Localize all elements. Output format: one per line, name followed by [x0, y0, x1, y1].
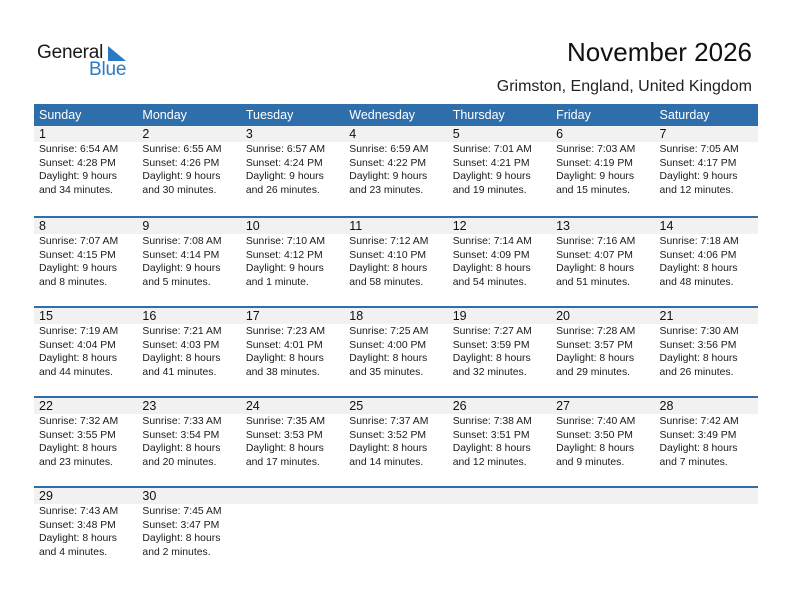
day-info — [344, 234, 447, 289]
day-cell — [137, 398, 240, 486]
day-info — [448, 414, 551, 469]
sunrise-text: Sunrise: 7:45 AM — [142, 506, 222, 517]
daylight-text: Daylight: 9 hours — [39, 171, 117, 182]
daylight-text: Daylight: 8 hours — [142, 533, 221, 544]
sunrise-text: Sunrise: 6:55 AM — [142, 144, 222, 155]
day-number: 25 — [344, 398, 447, 414]
day-number — [344, 488, 447, 504]
sunrise-text: Sunrise: 7:30 AM — [659, 326, 739, 337]
sunset-text: Sunset: 4:01 PM — [245, 339, 323, 351]
weekday-header-wednesday: Wednesday — [349, 108, 416, 122]
sunset-text: Sunset: 3:54 PM — [142, 429, 220, 441]
logo — [37, 42, 137, 82]
sunrise-text: Sunrise: 7:25 AM — [349, 326, 429, 337]
sunrise-text: Sunrise: 7:42 AM — [659, 416, 739, 427]
sunrise-text: Sunrise: 6:57 AM — [245, 144, 325, 155]
weeks-container — [34, 126, 758, 576]
daylight-text: Daylight: 9 hours — [556, 171, 635, 182]
sunrise-text: Sunrise: 7:05 AM — [659, 144, 739, 155]
daylight-text: and 4 minutes. — [39, 546, 108, 558]
day-number: 20 — [551, 308, 654, 324]
daylight-text: Daylight: 8 hours — [659, 263, 738, 274]
daylight-text: Daylight: 8 hours — [245, 443, 324, 454]
day-number: 6 — [551, 126, 654, 142]
day-info — [241, 142, 344, 197]
day-number: 28 — [655, 398, 758, 414]
day-number: 23 — [137, 398, 240, 414]
daylight-text: Daylight: 8 hours — [556, 443, 635, 454]
day-number: 30 — [137, 488, 240, 504]
sunset-text: Sunset: 3:57 PM — [556, 339, 633, 351]
sunset-text: Sunset: 3:49 PM — [659, 429, 737, 441]
day-info — [448, 142, 551, 197]
day-number — [241, 488, 344, 504]
sunset-text: Sunset: 4:07 PM — [556, 249, 633, 261]
day-cell — [241, 126, 344, 216]
sunset-text: Sunset: 4:21 PM — [452, 157, 530, 169]
sunset-text: Sunset: 4:28 PM — [39, 157, 116, 169]
day-cell — [448, 398, 551, 486]
calendar-grid — [34, 104, 758, 576]
sunrise-text: Sunrise: 7:33 AM — [142, 416, 222, 427]
sunset-text: Sunset: 3:52 PM — [349, 429, 427, 441]
empty-day-cell — [551, 488, 654, 576]
week-row — [34, 216, 758, 306]
sunrise-text: Sunrise: 7:23 AM — [245, 326, 325, 337]
sunrise-text: Sunrise: 7:10 AM — [245, 236, 325, 247]
day-number: 18 — [344, 308, 447, 324]
daylight-text: Daylight: 8 hours — [659, 353, 738, 364]
daylight-text: Daylight: 8 hours — [142, 353, 221, 364]
daylight-text: Daylight: 8 hours — [349, 443, 428, 454]
weekday-header-monday: Monday — [142, 108, 187, 122]
day-number: 13 — [551, 218, 654, 234]
sunrise-text: Sunrise: 7:38 AM — [452, 416, 532, 427]
day-info — [241, 324, 344, 379]
logo-text-blue: Blue — [89, 59, 127, 80]
daylight-text: Daylight: 8 hours — [349, 263, 428, 274]
daylight-text: and 1 minute. — [245, 276, 309, 288]
day-cell — [655, 308, 758, 396]
sunrise-text: Sunrise: 7:07 AM — [39, 236, 119, 247]
daylight-text: Daylight: 8 hours — [142, 443, 221, 454]
day-info — [137, 414, 240, 469]
sunrise-text: Sunrise: 7:01 AM — [452, 144, 532, 155]
sunset-text: Sunset: 4:24 PM — [245, 157, 323, 169]
page-title: November 2026 — [567, 37, 752, 67]
day-cell — [241, 218, 344, 306]
day-cell — [551, 218, 654, 306]
day-info — [344, 142, 447, 197]
day-info — [344, 414, 447, 469]
daylight-text: and 30 minutes. — [142, 184, 217, 196]
day-info — [34, 414, 137, 469]
day-number: 22 — [34, 398, 137, 414]
weekday-header-tuesday: Tuesday — [245, 108, 294, 122]
daylight-text: Daylight: 8 hours — [349, 353, 428, 364]
weekday-header-sunday: Sunday — [39, 108, 82, 122]
day-cell — [448, 126, 551, 216]
day-info — [137, 324, 240, 379]
sunset-text: Sunset: 4:00 PM — [349, 339, 427, 351]
daylight-text: and 2 minutes. — [142, 546, 211, 558]
day-cell — [241, 398, 344, 486]
day-cell — [34, 398, 137, 486]
sunrise-text: Sunrise: 7:19 AM — [39, 326, 119, 337]
sunrise-text: Sunrise: 7:40 AM — [556, 416, 636, 427]
day-info — [34, 504, 137, 559]
sunrise-text: Sunrise: 7:21 AM — [142, 326, 222, 337]
day-cell — [344, 218, 447, 306]
day-number: 19 — [448, 308, 551, 324]
sunset-text: Sunset: 4:09 PM — [452, 249, 530, 261]
day-info — [551, 414, 654, 469]
day-number — [448, 488, 551, 504]
day-info — [655, 142, 758, 197]
daylight-text: Daylight: 8 hours — [245, 353, 324, 364]
day-number: 27 — [551, 398, 654, 414]
day-cell — [655, 218, 758, 306]
empty-day-cell — [344, 488, 447, 576]
day-cell — [241, 308, 344, 396]
daylight-text: Daylight: 9 hours — [349, 171, 428, 182]
day-info — [551, 324, 654, 379]
sunset-text: Sunset: 3:59 PM — [452, 339, 530, 351]
day-number: 14 — [655, 218, 758, 234]
daylight-text: and 29 minutes. — [556, 366, 631, 378]
sunrise-text: Sunrise: 7:16 AM — [556, 236, 636, 247]
daylight-text: Daylight: 9 hours — [659, 171, 738, 182]
day-info — [137, 142, 240, 197]
week-row — [34, 126, 758, 216]
daylight-text: Daylight: 9 hours — [245, 263, 324, 274]
daylight-text: Daylight: 8 hours — [452, 443, 531, 454]
daylight-text: Daylight: 9 hours — [142, 263, 221, 274]
sunset-text: Sunset: 4:15 PM — [39, 249, 116, 261]
sunrise-text: Sunrise: 7:08 AM — [142, 236, 222, 247]
day-cell — [344, 126, 447, 216]
empty-day-cell — [448, 488, 551, 576]
day-info — [448, 324, 551, 379]
day-info — [241, 234, 344, 289]
daylight-text: and 12 minutes. — [452, 456, 527, 468]
daylight-text: and 48 minutes. — [659, 276, 734, 288]
day-number: 4 — [344, 126, 447, 142]
sunrise-text: Sunrise: 7:12 AM — [349, 236, 429, 247]
day-number: 15 — [34, 308, 137, 324]
day-info — [137, 504, 240, 559]
sunrise-text: Sunrise: 7:27 AM — [452, 326, 532, 337]
daylight-text: and 17 minutes. — [245, 456, 320, 468]
daylight-text: and 7 minutes. — [659, 456, 728, 468]
weekday-header-row — [34, 104, 758, 126]
sunrise-text: Sunrise: 6:59 AM — [349, 144, 429, 155]
day-cell — [34, 308, 137, 396]
daylight-text: and 35 minutes. — [349, 366, 424, 378]
daylight-text: Daylight: 8 hours — [452, 353, 531, 364]
day-cell — [448, 218, 551, 306]
day-number — [655, 488, 758, 504]
day-number: 11 — [344, 218, 447, 234]
empty-day-cell — [241, 488, 344, 576]
day-number: 7 — [655, 126, 758, 142]
day-cell — [551, 398, 654, 486]
day-info — [344, 324, 447, 379]
sunset-text: Sunset: 3:56 PM — [659, 339, 737, 351]
sunrise-text: Sunrise: 7:18 AM — [659, 236, 739, 247]
logo-text-general: General — [37, 42, 104, 63]
day-cell — [344, 308, 447, 396]
sunrise-text: Sunrise: 7:35 AM — [245, 416, 325, 427]
sunset-text: Sunset: 3:53 PM — [245, 429, 323, 441]
daylight-text: and 41 minutes. — [142, 366, 217, 378]
day-cell — [551, 308, 654, 396]
weekday-header-thursday: Thursday — [452, 108, 505, 122]
daylight-text: and 8 minutes. — [39, 276, 108, 288]
daylight-text: and 23 minutes. — [349, 184, 424, 196]
daylight-text: Daylight: 8 hours — [556, 263, 635, 274]
day-cell — [137, 488, 240, 576]
daylight-text: and 34 minutes. — [39, 184, 113, 196]
daylight-text: and 23 minutes. — [39, 456, 113, 468]
daylight-text: and 44 minutes. — [39, 366, 113, 378]
day-cell — [34, 126, 137, 216]
day-number: 12 — [448, 218, 551, 234]
sunrise-text: Sunrise: 7:14 AM — [452, 236, 532, 247]
sunrise-text: Sunrise: 7:37 AM — [349, 416, 429, 427]
daylight-text: and 20 minutes. — [142, 456, 217, 468]
day-number: 26 — [448, 398, 551, 414]
daylight-text: Daylight: 9 hours — [245, 171, 324, 182]
day-number: 5 — [448, 126, 551, 142]
weekday-header-friday: Friday — [556, 108, 591, 122]
daylight-text: and 15 minutes. — [556, 184, 631, 196]
day-number: 29 — [34, 488, 137, 504]
day-info — [448, 234, 551, 289]
daylight-text: Daylight: 9 hours — [39, 263, 117, 274]
daylight-text: and 58 minutes. — [349, 276, 424, 288]
daylight-text: and 19 minutes. — [452, 184, 527, 196]
day-info — [655, 324, 758, 379]
sunset-text: Sunset: 4:12 PM — [245, 249, 323, 261]
daylight-text: and 26 minutes. — [245, 184, 320, 196]
day-info — [34, 324, 137, 379]
daylight-text: Daylight: 9 hours — [452, 171, 531, 182]
day-info — [551, 142, 654, 197]
daylight-text: and 14 minutes. — [349, 456, 424, 468]
day-cell — [34, 218, 137, 306]
day-cell — [137, 218, 240, 306]
daylight-text: and 51 minutes. — [556, 276, 631, 288]
sunset-text: Sunset: 4:10 PM — [349, 249, 427, 261]
sunset-text: Sunset: 4:03 PM — [142, 339, 220, 351]
day-info — [655, 234, 758, 289]
daylight-text: Daylight: 8 hours — [39, 533, 117, 544]
empty-day-cell — [655, 488, 758, 576]
day-cell — [551, 126, 654, 216]
day-number: 2 — [137, 126, 240, 142]
day-number: 10 — [241, 218, 344, 234]
day-info — [551, 234, 654, 289]
day-number: 16 — [137, 308, 240, 324]
week-row — [34, 396, 758, 486]
day-cell — [655, 398, 758, 486]
daylight-text: Daylight: 9 hours — [142, 171, 221, 182]
day-number: 24 — [241, 398, 344, 414]
daylight-text: and 32 minutes. — [452, 366, 527, 378]
sunset-text: Sunset: 4:19 PM — [556, 157, 633, 169]
sunset-text: Sunset: 4:17 PM — [659, 157, 737, 169]
daylight-text: Daylight: 8 hours — [659, 443, 738, 454]
location-subtitle: Grimston, England, United Kingdom — [496, 78, 752, 95]
day-number: 3 — [241, 126, 344, 142]
daylight-text: and 26 minutes. — [659, 366, 734, 378]
day-number: 8 — [34, 218, 137, 234]
day-info — [655, 414, 758, 469]
day-cell — [137, 308, 240, 396]
day-info — [34, 142, 137, 197]
sunset-text: Sunset: 4:22 PM — [349, 157, 427, 169]
sunrise-text: Sunrise: 7:32 AM — [39, 416, 119, 427]
sunset-text: Sunset: 3:51 PM — [452, 429, 530, 441]
daylight-text: and 54 minutes. — [452, 276, 527, 288]
daylight-text: and 5 minutes. — [142, 276, 211, 288]
day-info — [241, 414, 344, 469]
daylight-text: Daylight: 8 hours — [39, 353, 117, 364]
sunset-text: Sunset: 3:55 PM — [39, 429, 116, 441]
day-cell — [448, 308, 551, 396]
sunrise-text: Sunrise: 7:28 AM — [556, 326, 636, 337]
sunset-text: Sunset: 3:47 PM — [142, 519, 220, 531]
day-cell — [34, 488, 137, 576]
sunrise-text: Sunrise: 7:03 AM — [556, 144, 636, 155]
sunset-text: Sunset: 4:04 PM — [39, 339, 116, 351]
day-info — [137, 234, 240, 289]
daylight-text: and 38 minutes. — [245, 366, 320, 378]
day-cell — [137, 126, 240, 216]
day-number: 1 — [34, 126, 137, 142]
day-cell — [344, 398, 447, 486]
weekday-header-saturday: Saturday — [659, 108, 710, 122]
day-number: 9 — [137, 218, 240, 234]
sunset-text: Sunset: 3:50 PM — [556, 429, 633, 441]
week-row — [34, 306, 758, 396]
daylight-text: Daylight: 8 hours — [556, 353, 635, 364]
sunset-text: Sunset: 4:06 PM — [659, 249, 737, 261]
day-number: 17 — [241, 308, 344, 324]
sunset-text: Sunset: 4:14 PM — [142, 249, 220, 261]
day-cell — [655, 126, 758, 216]
day-number: 21 — [655, 308, 758, 324]
sunset-text: Sunset: 4:26 PM — [142, 157, 220, 169]
daylight-text: Daylight: 8 hours — [39, 443, 117, 454]
daylight-text: Daylight: 8 hours — [452, 263, 531, 274]
sunset-text: Sunset: 3:48 PM — [39, 519, 116, 531]
day-info — [34, 234, 137, 289]
sunrise-text: Sunrise: 6:54 AM — [39, 144, 119, 155]
week-row — [34, 486, 758, 576]
day-number — [551, 488, 654, 504]
sunrise-text: Sunrise: 7:43 AM — [39, 506, 119, 517]
daylight-text: and 12 minutes. — [659, 184, 734, 196]
daylight-text: and 9 minutes. — [556, 456, 625, 468]
